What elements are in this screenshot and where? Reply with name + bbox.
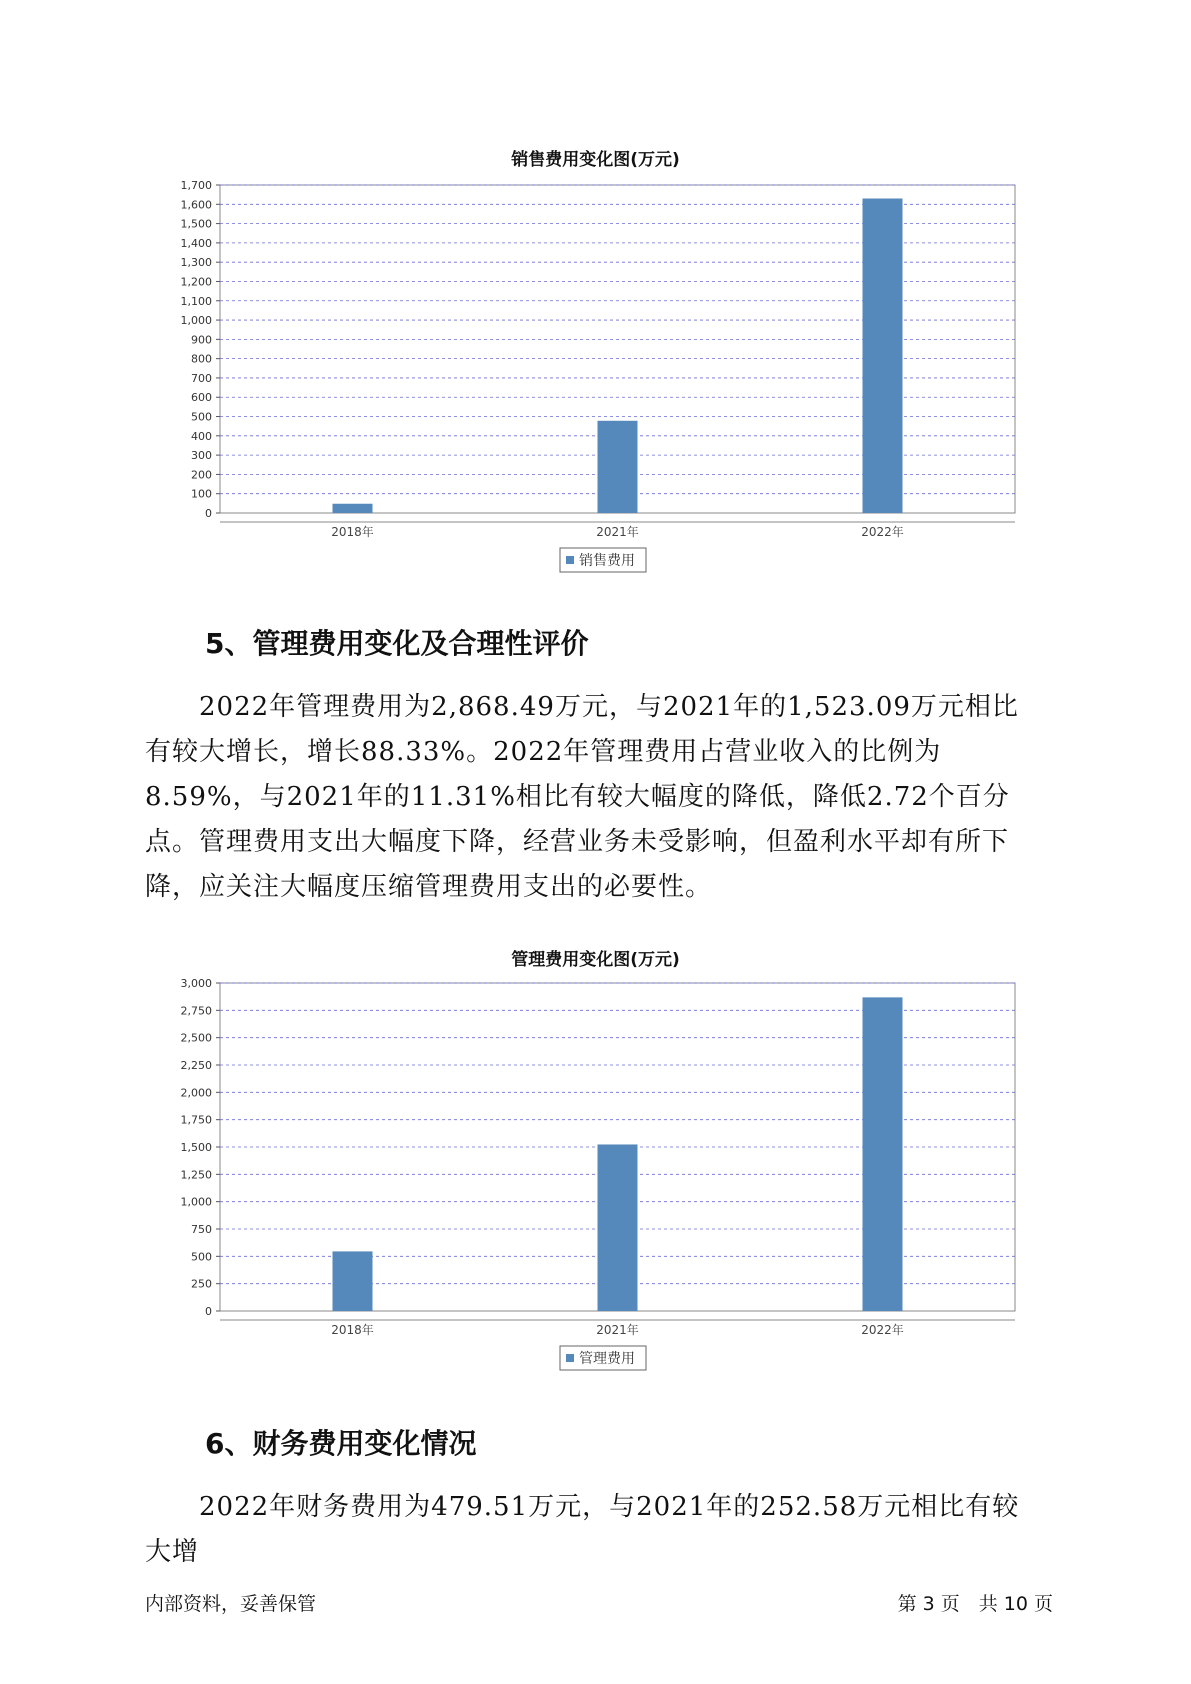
section-5-heading: 5、管理费用变化及合理性评价 bbox=[205, 627, 589, 660]
sales-expense-bar-chart bbox=[160, 170, 1030, 610]
y-tick-label: 3,000 bbox=[180, 977, 212, 990]
x-tick-label: 2021年 bbox=[596, 1323, 639, 1337]
y-tick-label: 1,700 bbox=[180, 179, 212, 192]
y-tick-label: 0 bbox=[205, 507, 212, 520]
footer-page-number: 第 3 页 共 10 页 bbox=[897, 1593, 1053, 1615]
y-tick-label: 700 bbox=[191, 371, 212, 385]
x-tick-label: 2022年 bbox=[861, 1323, 904, 1337]
x-tick-label: 2021年 bbox=[596, 525, 639, 539]
section-6-paragraph: 2022年财务费用为479.51万元，与2021年的252.58万元相比有较大增 bbox=[145, 1492, 1020, 1567]
y-tick-label: 1,400 bbox=[180, 236, 212, 250]
y-tick-label: 1,500 bbox=[180, 1141, 212, 1154]
section-6-heading: 6、财务费用变化情况 bbox=[205, 1427, 477, 1460]
chart-2-title: 管理费用变化图(万元) bbox=[511, 950, 680, 970]
bar bbox=[333, 1251, 373, 1311]
y-tick-label: 2,000 bbox=[180, 1086, 212, 1100]
y-tick-label: 200 bbox=[191, 468, 212, 482]
y-tick-label: 1,750 bbox=[180, 1113, 212, 1127]
y-tick-label: 400 bbox=[191, 429, 212, 443]
y-tick-label: 2,750 bbox=[180, 1004, 212, 1018]
bar bbox=[598, 1144, 638, 1311]
y-tick-label: 1,600 bbox=[180, 198, 212, 212]
legend-label: 管理费用 bbox=[579, 1351, 635, 1367]
y-tick-label: 0 bbox=[205, 1305, 212, 1318]
y-tick-label: 1,100 bbox=[180, 294, 212, 308]
y-tick-label: 2,250 bbox=[180, 1059, 212, 1072]
y-tick-label: 1,300 bbox=[180, 256, 212, 270]
y-tick-label: 2,500 bbox=[180, 1031, 212, 1045]
x-tick-label: 2022年 bbox=[861, 525, 904, 539]
y-tick-label: 750 bbox=[191, 1223, 212, 1236]
y-tick-label: 300 bbox=[191, 449, 212, 463]
legend-label: 销售费用 bbox=[579, 553, 635, 569]
bar bbox=[598, 421, 638, 513]
legend-swatch bbox=[566, 1354, 574, 1362]
y-tick-label: 1,000 bbox=[180, 1195, 212, 1209]
chart-1-title: 销售费用变化图(万元) bbox=[511, 150, 680, 170]
y-tick-label: 600 bbox=[191, 391, 212, 405]
bar bbox=[863, 997, 903, 1311]
bar bbox=[863, 199, 903, 513]
y-tick-label: 800 bbox=[191, 352, 212, 366]
y-tick-label: 1,500 bbox=[180, 217, 212, 231]
y-tick-label: 500 bbox=[191, 1250, 212, 1264]
y-tick-label: 1,250 bbox=[180, 1168, 212, 1182]
y-tick-label: 1,200 bbox=[180, 275, 212, 289]
y-tick-label: 900 bbox=[191, 333, 212, 347]
y-tick-label: 100 bbox=[191, 487, 212, 501]
y-tick-label: 500 bbox=[191, 410, 212, 424]
section-5-paragraph: 2022年管理费用为2,868.49万元，与2021年的1,523.09万元相比有较大增长，增长88.33%。2022年管理费用占营业收入的比例为8.59%，与2021年的11.31%相比有较大幅度的降低，降低2.72个百分点。管理费用支出大幅度下降，经营业务未受影响，但盈利水平却有所下降，应关注大幅度压缩管理费用支出的必要性。 bbox=[145, 692, 1019, 902]
footer-confidential-note: 内部资料，妥善保管 bbox=[145, 1593, 317, 1615]
x-tick-label: 2018年 bbox=[331, 1323, 374, 1337]
bar bbox=[333, 504, 373, 513]
legend-swatch bbox=[566, 556, 574, 564]
y-tick-label: 250 bbox=[191, 1277, 212, 1291]
admin-expense-bar-chart bbox=[160, 968, 1030, 1408]
x-tick-label: 2018年 bbox=[331, 525, 374, 539]
y-tick-label: 1,000 bbox=[180, 314, 212, 328]
